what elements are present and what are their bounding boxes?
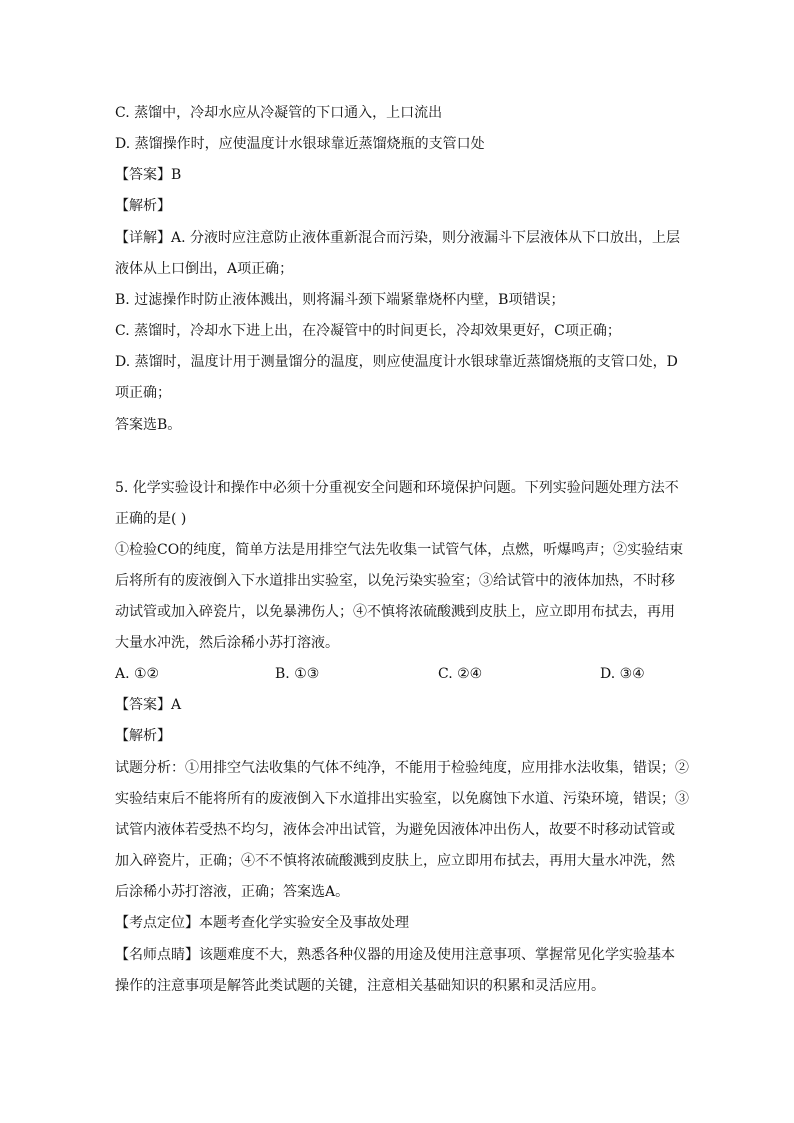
option-d-text: D. 蒸馏操作时，应使温度计水银球靠近蒸馏烧瓶的支管口处 (115, 136, 485, 152)
question-body: 动试管或加入碎瓷片，以免暴沸伤人；④不慎将浓硫酸溅到皮肤上，应立即用布拭去，再用 (115, 604, 675, 620)
question-body: 后将所有的废液倒入下水道排出实验室，以免污染实验室；③给试管中的液体加热，不时移 (115, 573, 675, 589)
detail-line: B. 过滤操作时防止液体溅出，则将漏斗颈下端紧靠烧杯内壁，B项错误； (115, 292, 565, 308)
analysis-line: 加入碎瓷片，正确；④不不慎将浓硫酸溅到皮肤上，应立即用布拭去，再用大量水冲洗，然 (115, 853, 675, 869)
detail-line: 项正确； (115, 385, 171, 401)
question-stem: 正确的是( ) (115, 511, 187, 527)
key-point-text: 【考点定位】本题考查化学实验安全及事故处理 (115, 915, 409, 931)
analysis-line: 实验结束后不能将所有的废液倒入下水道排出实验室，以免腐蚀下水道、污染环境，错误；③ (115, 791, 689, 807)
detail-line: 【详解】A. 分液时应注意防止液体重新混合而污染，则分液漏斗下层液体从下口放出，上层 (115, 230, 681, 246)
question-stem: 5. 化学实验设计和操作中必须十分重视安全问题和环境保护问题。下列实验问题处理方法不 (115, 480, 679, 496)
answer-label: 【答案】A (115, 697, 182, 713)
conclusion-text: 答案选B。 (115, 417, 182, 433)
answer-label: 【答案】B (115, 167, 182, 183)
detail-line: 液体从上口倒出，A项正确； (115, 261, 294, 277)
analysis-line: 试管内液体若受热不均匀，液体会冲出试管，为避免因液体冲出伤人，故要不时移动试管或 (115, 822, 675, 838)
choice-b: B. ①③ (275, 666, 320, 682)
teacher-note: 操作的注意事项是解答此类试题的关键，注意相关基础知识的积累和灵活应用。 (115, 978, 605, 994)
analysis-heading: 【解析】 (115, 728, 171, 744)
detail-line: D. 蒸馏时，温度计用于测量馏分的温度，则应使温度计水银球靠近蒸馏烧瓶的支管口处，D (115, 354, 678, 370)
question-body: 大量水冲洗，然后涂稀小苏打溶液。 (115, 635, 339, 651)
choice-c: C. ②④ (438, 666, 483, 682)
analysis-heading: 【解析】 (115, 198, 171, 214)
analysis-line: 试题分析：①用排空气法收集的气体不纯净，不能用于检验纯度，应用排水法收集，错误；② (115, 760, 689, 776)
teacher-note: 【名师点睛】该题难度不大，熟悉各种仪器的用途及使用注意事项、掌握常见化学实验基本 (115, 947, 675, 963)
option-c-text: C. 蒸馏中，冷却水应从冷凝管的下口通入，上口流出 (115, 105, 443, 121)
choice-d: D. ③④ (600, 666, 645, 682)
analysis-line: 后涂稀小苏打溶液，正确；答案选A。 (115, 884, 350, 900)
detail-line: C. 蒸馏时，冷却水下进上出，在冷凝管中的时间更长，冷却效果更好，C项正确； (115, 323, 621, 339)
question-body: ①检验CO的纯度，简单方法是用排空气法先收集一试管气体，点燃，听爆鸣声；②实验结束 (115, 542, 684, 558)
choice-a: A. ①② (115, 666, 160, 682)
